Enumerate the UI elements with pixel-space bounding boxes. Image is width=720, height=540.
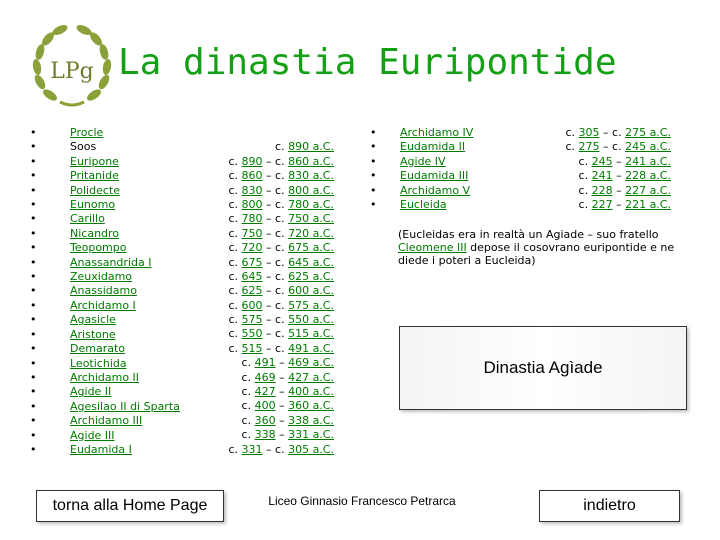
- list-item: [70, 328, 180, 342]
- reign-dates: c. 600 – c. 575 a.C.: [228, 298, 334, 312]
- reign-dates: c. 305 – c. 275 a.C.: [565, 126, 671, 139]
- reign-dates: c. 800 – c. 780 a.C.: [228, 197, 334, 211]
- school-logo: [30, 22, 114, 110]
- list-item: [70, 126, 180, 140]
- bullet-icon: •: [370, 183, 377, 197]
- page-title: La dinastia Euripontide: [118, 42, 617, 83]
- list-item: [70, 400, 180, 414]
- ruler-link[interactable]: Zeuxidamo: [70, 270, 133, 284]
- list-item: [70, 270, 180, 284]
- reign-dates: c. 830 – c. 800 a.C.: [228, 183, 334, 197]
- bullet-icon: •: [30, 356, 37, 370]
- list-item: [400, 169, 473, 183]
- reign-dates: c. 245 – 241 a.C.: [578, 154, 671, 168]
- list-item: [70, 140, 180, 154]
- bullet-icon: •: [30, 241, 37, 255]
- bullet-icon: •: [30, 385, 37, 399]
- ruler-link[interactable]: Eucleida: [400, 198, 447, 212]
- bullet-icon: •: [30, 270, 37, 284]
- ruler-link[interactable]: Agide II: [70, 385, 112, 399]
- bullet-icon: •: [370, 154, 377, 168]
- reign-dates: c. 331 – c. 305 a.C.: [228, 442, 334, 456]
- bullet-icon: •: [30, 313, 37, 327]
- reign-dates: c. 338 – 331 a.C.: [241, 428, 334, 442]
- reign-dates: c. 427 – 400 a.C.: [241, 385, 334, 399]
- list-item: [70, 227, 180, 241]
- bullet-icon: •: [30, 212, 37, 226]
- list-item: [400, 155, 473, 169]
- left-ruler-dates: [210, 126, 334, 457]
- cleomene-link[interactable]: Cleomene III: [398, 241, 467, 254]
- bullet-icon: •: [30, 342, 37, 356]
- ruler-link[interactable]: Agasicle: [70, 313, 116, 327]
- reign-dates: c. 491 – 469 a.C.: [241, 356, 334, 370]
- bullet-icon: •: [30, 298, 37, 312]
- ruler-link[interactable]: Procle: [70, 126, 104, 139]
- list-item: [70, 256, 180, 270]
- right-ruler-dates: [560, 126, 671, 212]
- left-ruler-names: [70, 126, 180, 457]
- reign-dates: c. 860 – c. 830 a.C.: [228, 169, 334, 183]
- school-name: Liceo Ginnasio Francesco Petrarca: [268, 494, 456, 508]
- list-item: [70, 414, 180, 428]
- laurel-wreath-icon: [30, 22, 114, 110]
- eucleida-note: [398, 228, 694, 267]
- reign-dates: c. 550 – c. 515 a.C.: [228, 327, 334, 341]
- reign-dates: c. 241 – 228 a.C.: [578, 169, 671, 183]
- logo-monogram: LPg: [50, 59, 94, 84]
- reign-dates: c. 400 – 360 a.C.: [241, 399, 334, 413]
- ruler-link[interactable]: Archidamo IV: [400, 126, 474, 139]
- list-item: [70, 299, 180, 313]
- reign-dates: c. 515 – c. 491 a.C.: [228, 341, 334, 355]
- list-item: [70, 184, 180, 198]
- list-item: [400, 184, 473, 198]
- list-item: [70, 198, 180, 212]
- ruler-link[interactable]: Teopompo: [70, 241, 127, 255]
- reign-dates: c. 890 – c. 860 a.C.: [228, 154, 334, 168]
- ruler-link[interactable]: Eudamida I: [70, 442, 132, 456]
- bullet-icon: •: [370, 198, 377, 212]
- ruler-link[interactable]: Anassandrida I: [70, 255, 152, 269]
- ruler-link[interactable]: Archidamo II: [70, 370, 140, 384]
- right-ruler-names: [400, 126, 473, 212]
- list-item: [70, 342, 180, 356]
- list-item: [70, 284, 180, 298]
- bullet-icon: •: [30, 226, 37, 240]
- note-text-start: (Eucleidas era in realtà un Agiade – suo fratello: [398, 228, 659, 241]
- list-item: [400, 140, 473, 154]
- bullet-icon: •: [30, 169, 37, 183]
- ruler-link[interactable]: Agide III: [70, 428, 115, 442]
- bullet-icon: •: [30, 284, 37, 298]
- reign-dates: c. 227 – 221 a.C.: [578, 197, 671, 211]
- ruler-link[interactable]: Anassidamo: [70, 284, 137, 298]
- ruler-link[interactable]: Aristone: [70, 327, 116, 341]
- ruler-link[interactable]: Leotichida: [70, 356, 127, 370]
- bullet-icon: •: [370, 126, 377, 139]
- ruler-link[interactable]: Demarato: [70, 342, 125, 356]
- ruler-link[interactable]: Archidamo V: [400, 183, 471, 197]
- ruler-link[interactable]: Nicandro: [70, 226, 120, 240]
- bullet-icon: •: [30, 327, 37, 341]
- home-page-button[interactable]: torna alla Home Page: [36, 490, 224, 522]
- bullet-icon: •: [30, 154, 37, 168]
- list-item: [70, 429, 180, 443]
- ruler-link[interactable]: Eudamida III: [400, 169, 469, 183]
- ruler-link[interactable]: Eudamida II: [400, 140, 466, 154]
- bullet-icon: •: [30, 126, 37, 139]
- ruler-link[interactable]: Archidamo III: [70, 414, 143, 428]
- bullet-icon: •: [370, 169, 377, 183]
- ruler-link: Soos: [70, 140, 97, 154]
- ruler-link[interactable]: Pritanide: [70, 169, 119, 183]
- ruler-link[interactable]: Polidecte: [70, 183, 120, 197]
- ruler-link[interactable]: Agide IV: [400, 154, 446, 168]
- bullet-icon: •: [30, 255, 37, 269]
- list-item: [70, 313, 180, 327]
- right-bullet-column: [370, 126, 377, 212]
- reign-dates: c. 780 – c. 750 a.C.: [228, 212, 334, 226]
- ruler-link[interactable]: Agesilao II di Sparta: [70, 399, 180, 413]
- bullet-icon: •: [30, 414, 37, 428]
- bullet-icon: •: [30, 370, 37, 384]
- reign-dates: c. 275 – c. 245 a.C.: [565, 140, 671, 154]
- bullet-icon: •: [30, 442, 37, 456]
- reign-dates: c. 890 a.C.: [275, 140, 334, 154]
- note-text-end: depose il cosovrano euripontide e ne diede i poteri a Eucleida): [398, 241, 675, 267]
- agiade-dynasty-button[interactable]: Dinastia Agìade: [399, 326, 687, 410]
- left-bullet-column: [30, 126, 37, 457]
- list-item: [70, 371, 180, 385]
- bullet-icon: •: [30, 140, 37, 154]
- reign-dates: c. 625 – c. 600 a.C.: [228, 284, 334, 298]
- reign-dates: c. 645 – c. 625 a.C.: [228, 269, 334, 283]
- reign-dates: c. 575 – c. 550 a.C.: [228, 313, 334, 327]
- bullet-icon: •: [30, 183, 37, 197]
- bullet-icon: •: [30, 428, 37, 442]
- list-item: [400, 198, 473, 212]
- reign-dates: [210, 126, 334, 140]
- list-item: [70, 385, 180, 399]
- list-item: [70, 155, 180, 169]
- list-item: [70, 357, 180, 371]
- back-button[interactable]: indietro: [539, 490, 680, 522]
- ruler-link[interactable]: Eunomo: [70, 198, 116, 212]
- ruler-link[interactable]: Euripone: [70, 154, 119, 168]
- reign-dates: c. 469 – 427 a.C.: [241, 370, 334, 384]
- list-item: [400, 126, 473, 140]
- list-item: [70, 212, 180, 226]
- bullet-icon: •: [370, 140, 377, 154]
- reign-dates: c. 360 – 338 a.C.: [241, 413, 334, 427]
- reign-dates: c. 228 – 227 a.C.: [578, 183, 671, 197]
- ruler-link[interactable]: Carillo: [70, 212, 105, 226]
- list-item: [70, 169, 180, 183]
- reign-dates: c. 720 – c. 675 a.C.: [228, 241, 334, 255]
- reign-dates: c. 675 – c. 645 a.C.: [228, 255, 334, 269]
- reign-dates: c. 750 – c. 720 a.C.: [228, 226, 334, 240]
- list-item: [70, 443, 180, 457]
- bullet-icon: •: [30, 399, 37, 413]
- bullet-icon: •: [30, 198, 37, 212]
- ruler-link[interactable]: Archidamo I: [70, 298, 136, 312]
- list-item: [70, 241, 180, 255]
